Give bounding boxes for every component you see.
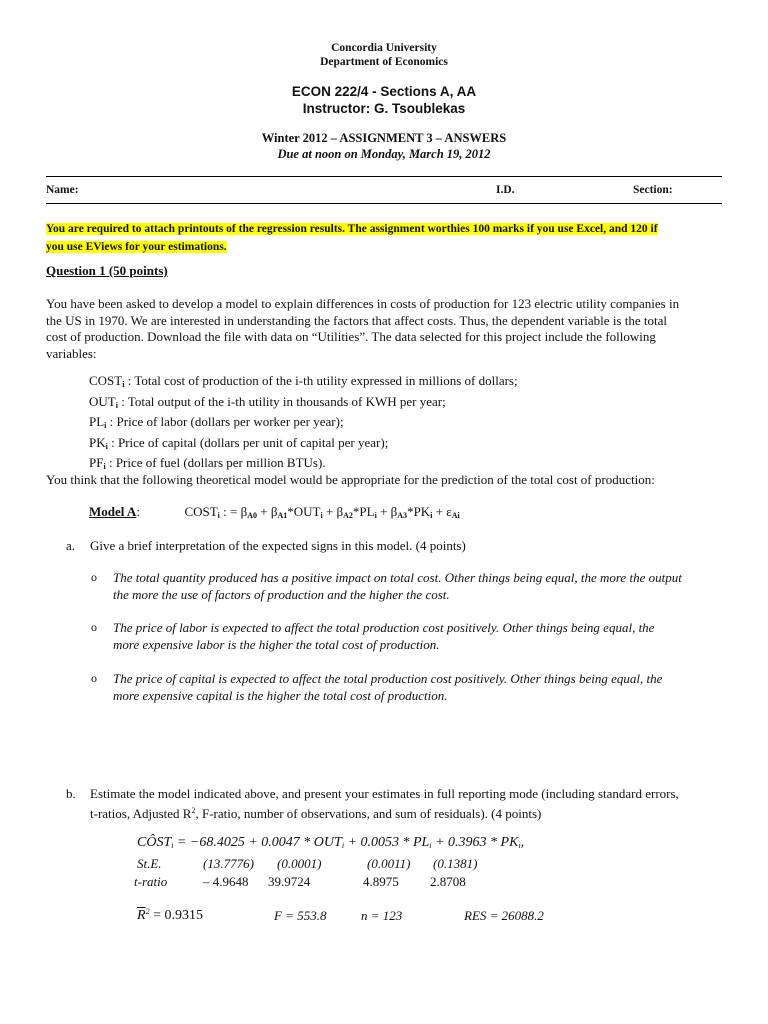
part-a-prompt: Give a brief interpretation of the expected signs in this model. (4 points) (90, 538, 466, 553)
notice (46, 219, 726, 255)
answer-capital: The price of capital is expected to affect the total production cost positively. Other things being equal, the more expensive capital is the higher the total cost of production. (113, 671, 663, 703)
se-value: (0.0001) (277, 856, 322, 871)
question-1-intro (46, 296, 736, 362)
name-label: Name: (46, 184, 79, 196)
variable-cost: $COST_i$ : Total cost of production of the i-th utility expressed in millions of dollars; (89, 373, 518, 389)
variable-pk: $PK_i$ : Price of capital (dollars per unit of capital per year); (89, 434, 389, 451)
variable-out: $OUT_i$ : Total output of the i-th utility in thousands of KWH per year; (89, 393, 446, 410)
t-ratio-value: – 4.9648 (203, 874, 249, 889)
bullet-icon: o (91, 570, 97, 584)
department-name: Department of Economics (320, 56, 448, 68)
model-a-label: Model A (89, 504, 137, 519)
top-rule (46, 176, 722, 177)
part-a-marker: a. (66, 538, 76, 553)
answer-output: The total quantity produced has a positive impact on total cost. Other things being equal, the more the output the more the use of factors of production and the higher the cost. (113, 570, 682, 602)
section-label: Section: (633, 184, 673, 196)
part-b-marker: b. (66, 786, 76, 801)
notice-line-1: You are required to attach printouts of the regression results. The assignment worthies 100 marks if you use Excel, and 120 if (46, 223, 658, 235)
id-label: I.D. (496, 184, 515, 196)
residual-sum: RES = 26088.2 (464, 908, 544, 923)
instructor-line: Instructor: G. Tsoublekas (302, 101, 466, 116)
question-1-title: Question 1 (50 points) (46, 263, 168, 278)
intro-line: the US in 1970. We are interested in understanding the factors that affect costs. Thus, the dependent variable is the total (46, 312, 667, 328)
part-b-prompt: Estimate the model indicated above, and present your estimates in full reporting mode (including standard errors, t-ratios, Adjusted $R^2$, F-ratio, number of observations, and sum of residuals). (4 points) (90, 786, 679, 821)
t-ratio-label: t-ratio (134, 874, 168, 889)
variable-pl: $PL_i$ : Price of labor (dollars per worker per year); (89, 414, 344, 430)
observations: n = 123 (361, 908, 403, 923)
adjusted-r2: $\overline{R}^2 = 0.9315$ (137, 907, 203, 923)
t-ratio-value: 39.9724 (268, 874, 311, 889)
se-value: (0.0011) (367, 856, 411, 871)
intro-line: You have been asked to develop a model to explain differences in costs of production for 123 electric utility companies in (46, 296, 680, 311)
answer-labor: The price of labor is expected to affect the total production cost positively. Other things being equal, the more expensive labor is the higher the total cost of production. (113, 620, 655, 652)
f-ratio: F = 553.8 (274, 908, 327, 923)
notice-line-2: you use EViews for your estimations. (46, 241, 227, 253)
model-intro: You think that the following theoretical model would be appropriate for the prediction of the total cost of production: (46, 472, 655, 487)
university-name: Concordia University (331, 42, 437, 54)
bullet-icon: o (91, 671, 97, 685)
se-value: (0.1381) (433, 856, 478, 871)
intro-line: variables: (46, 345, 97, 361)
se-label: St.E. (137, 856, 162, 871)
assignment-title: Winter 2012 – ASSIGNMENT 3 – ANSWERS (261, 131, 507, 145)
t-ratio-value: 2.8708 (430, 874, 466, 889)
intro-line: cost of production. Download the file with data on “Utilities”. The data selected for this project include the following (46, 329, 656, 344)
estimated-equation: $CÔST_i = -68.4025 + 0.0047 * OUT_i + 0.0053 * PL_i + 0.3963 * PK_i$, (137, 835, 525, 850)
due-date: Due at noon on Monday, March 19, 2012 (277, 147, 491, 161)
model-a-equation: Model A: $COST_i$ : = $\beta_{A0} + \beta_{A1}*OUT_i + \beta_{A2}*PL_i + \beta_{A3}*PK_i + \varepsilon_{Ai}$ (89, 504, 460, 520)
t-ratio-value: 4.8975 (363, 874, 399, 889)
se-value: (13.7776) (203, 856, 254, 871)
bullet-icon: o (91, 620, 97, 634)
course-title: ECON 222/4 - Sections A, AA (291, 84, 477, 99)
variable-list (89, 373, 739, 476)
variable-pf: $PF_i$ : Price of fuel (dollars per million BTUs). (89, 455, 326, 471)
bottom-rule (46, 203, 722, 204)
